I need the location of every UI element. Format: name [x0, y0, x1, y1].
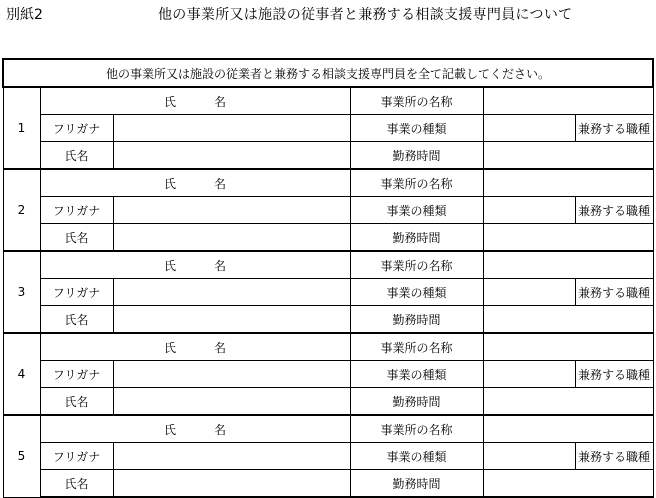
entry-number: 4	[3, 333, 40, 415]
business-type-label: 事業の種類	[350, 361, 483, 388]
office-name-label: 事業所の名称	[350, 333, 483, 361]
work-hours-field[interactable]	[483, 388, 653, 416]
document-title: 他の事業所又は施設の従事者と兼務する相談支援専門員について	[158, 7, 573, 23]
name-header-label	[40, 333, 350, 361]
work-hours-field[interactable]	[483, 224, 653, 252]
furigana-field[interactable]	[113, 279, 350, 306]
name-field[interactable]	[113, 470, 350, 498]
concurrent-position-label: 兼務する職種	[575, 197, 653, 224]
concurrent-staff-form	[2, 58, 654, 498]
name-label: 氏名	[40, 388, 113, 416]
name-field[interactable]	[113, 142, 350, 170]
office-name-field[interactable]	[483, 169, 653, 197]
name-label: 氏名	[40, 142, 113, 170]
name-header-left: 氏	[163, 258, 176, 273]
office-name-label: 事業所の名称	[350, 87, 483, 115]
office-name-field[interactable]	[483, 333, 653, 361]
concurrent-position-label: 兼務する職種	[575, 361, 653, 388]
instruction-text: 他の事業所又は施設の従業者と兼務する相談支援専門員を全て記載してください。	[3, 59, 653, 87]
name-label: 氏名	[40, 224, 113, 252]
business-type-field[interactable]	[483, 115, 575, 142]
name-header-right: 名	[214, 258, 227, 273]
name-header-left: 氏	[163, 94, 176, 109]
business-type-field[interactable]	[483, 443, 575, 470]
business-type-field[interactable]	[483, 197, 575, 224]
furigana-label: フリガナ	[40, 361, 113, 388]
name-label: 氏名	[40, 306, 113, 334]
name-header-right: 名	[214, 176, 227, 191]
entry-number: 3	[3, 251, 40, 333]
office-name-field[interactable]	[483, 251, 653, 279]
furigana-label: フリガナ	[40, 279, 113, 306]
work-hours-field[interactable]	[483, 306, 653, 334]
furigana-field[interactable]	[113, 115, 350, 142]
office-name-field[interactable]	[483, 415, 653, 443]
work-hours-label: 勤務時間	[350, 388, 483, 416]
office-name-label: 事業所の名称	[350, 415, 483, 443]
name-header-left: 氏	[163, 176, 176, 191]
work-hours-field[interactable]	[483, 142, 653, 170]
name-header-left: 氏	[163, 340, 176, 355]
concurrent-position-label: 兼務する職種	[575, 279, 653, 306]
entry-number: 5	[3, 415, 40, 497]
office-name-label: 事業所の名称	[350, 169, 483, 197]
concurrent-position-label: 兼務する職種	[575, 115, 653, 142]
name-header-right: 名	[214, 422, 227, 437]
name-field[interactable]	[113, 224, 350, 252]
work-hours-label: 勤務時間	[350, 470, 483, 498]
name-header-right: 名	[214, 94, 227, 109]
office-name-label: 事業所の名称	[350, 251, 483, 279]
furigana-label: フリガナ	[40, 115, 113, 142]
page-header	[0, 0, 656, 30]
name-header-label	[40, 169, 350, 197]
entry-number: 1	[3, 87, 40, 169]
name-header-label	[40, 87, 350, 115]
name-header-label	[40, 251, 350, 279]
annex-label: 別紙2	[6, 7, 43, 23]
work-hours-label: 勤務時間	[350, 306, 483, 334]
entries-body	[3, 87, 653, 497]
furigana-label: フリガナ	[40, 197, 113, 224]
work-hours-label: 勤務時間	[350, 224, 483, 252]
furigana-label: フリガナ	[40, 443, 113, 470]
business-type-label: 事業の種類	[350, 197, 483, 224]
office-name-field[interactable]	[483, 87, 653, 115]
name-field[interactable]	[113, 388, 350, 416]
business-type-label: 事業の種類	[350, 279, 483, 306]
entry-number: 2	[3, 169, 40, 251]
business-type-field[interactable]	[483, 279, 575, 306]
name-header-right: 名	[214, 340, 227, 355]
furigana-field[interactable]	[113, 197, 350, 224]
work-hours-label: 勤務時間	[350, 142, 483, 170]
business-type-label: 事業の種類	[350, 443, 483, 470]
name-header-label	[40, 415, 350, 443]
business-type-label: 事業の種類	[350, 115, 483, 142]
name-header-left: 氏	[163, 422, 176, 437]
name-label: 氏名	[40, 470, 113, 498]
name-field[interactable]	[113, 306, 350, 334]
business-type-field[interactable]	[483, 361, 575, 388]
furigana-field[interactable]	[113, 443, 350, 470]
furigana-field[interactable]	[113, 361, 350, 388]
concurrent-position-label: 兼務する職種	[575, 443, 653, 470]
work-hours-field[interactable]	[483, 470, 653, 498]
